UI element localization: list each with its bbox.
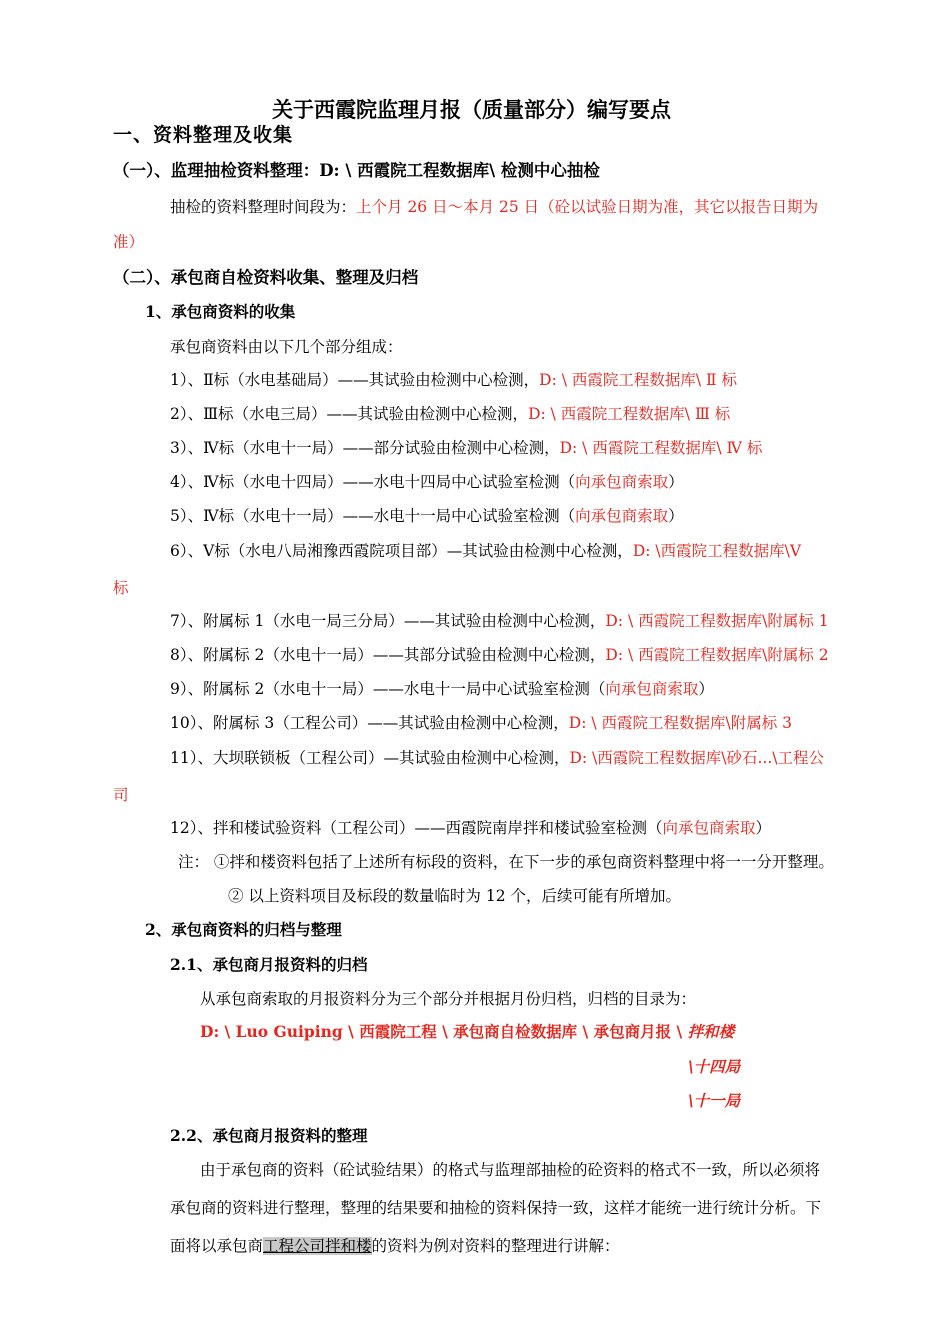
list-item [170,438,762,458]
list-item [170,645,829,665]
subsection-heading-1: （一）、监理抽检资料整理：D: \ 西霞院工程数据库\ 检测中心抽检 [113,161,600,180]
list-item-path: D: \ 西霞院工程数据库\附属标 1 [605,612,829,630]
archive-folder-mixing-plant: 拌和楼 [687,1022,735,1041]
paragraph-text: 的资料为例对资料的整理进行讲解： [371,1237,620,1255]
archive-intro: 从承包商索取的月报资料分为三个部分并根据月份归档，归档的目录为： [200,990,697,1008]
list-item [170,679,714,699]
list-item-path: D: \西霞院工程数据库\砂石...\工程公 [569,749,825,767]
archive-folder-11th-bureau: \十一局 [688,1091,741,1110]
note-1: 注： ①拌和楼资料包括了上述所有标段的资料，在下一步的承包商资料整理中将一一分开整理。 [178,853,834,871]
sub-item-heading-2-2: 2.2、承包商月报资料的整理 [170,1126,368,1145]
list-item [170,611,829,631]
list-item-bracket: ） [698,680,714,698]
list-item-text: 2）、Ⅲ标（水电三局）——其试验由检测中心检测， [170,405,529,423]
list-item-text: 12）、拌和楼试验资料（工程公司）——西霞院南岸拌和楼试验室检测（ [170,819,663,837]
list-item [170,818,771,838]
subsection-heading-2: （二）、承包商自检资料收集、整理及归档 [113,268,419,287]
list-item-text: 1）、Ⅱ标（水电基础局）——其试验由检测中心检测， [170,371,540,389]
paragraph-organize-line-3 [170,1236,620,1256]
list-item-source: 向承包商索取 [575,507,669,525]
list-item-source: 向承包商索取 [605,680,699,698]
list-item-text: 8）、附属标 2（水电十一局）——其部分试验由检测中心检测， [170,646,606,664]
paragraph-organize-line-2: 承包商的资料进行整理，整理的结果要和抽检的资料保持一致，这样才能统一进行统计分析。下 [170,1199,822,1217]
paragraph-organize-line-1: 由于承包商的资料（砼试验结果）的格式与监理部抽检的砼资料的格式不一致，所以必须将 [200,1161,821,1179]
list-item-text: 10）、附属标 3（工程公司）——其试验由检测中心检测， [170,714,569,732]
list-item [170,713,792,733]
list-item-bracket: ） [755,819,772,837]
list-item [170,472,684,492]
list-item-continuation: 司 [113,786,129,804]
list-item-text: 4）、Ⅳ标（水电十四局）——水电十四局中心试验室检测（ [170,473,576,491]
list-item-bracket: ） [668,507,684,525]
item-heading-2: 2、承包商资料的归档与整理 [145,920,342,939]
list-item-text: 6）、Ⅴ标（水电八局湘豫西霞院项目部）—其试验由检测中心检测， [170,542,633,560]
list-item-path: D: \ 西霞院工程数据库\ Ⅲ 标 [528,405,731,423]
list-item-source: 向承包商索取 [662,819,756,837]
intro-text: 承包商资料由以下几个部分组成： [170,338,403,356]
paragraph-continuation: 准） [113,233,145,251]
list-item-path: D: \ 西霞院工程数据库\ Ⅱ 标 [539,371,737,389]
sub-item-heading-2-1: 2.1、承包商月报资料的归档 [170,955,368,974]
list-item-text: 7）、附属标 1（水电一局三分局）——其试验由检测中心检测， [170,612,606,630]
list-item [170,506,684,526]
paragraph-text: 抽检的资料整理时间段为： [170,198,357,216]
item-heading-1: 1、承包商资料的收集 [145,302,296,321]
list-item [170,748,824,768]
list-item-path: D: \ 西霞院工程数据库\附属标 2 [605,646,829,664]
list-item [170,404,730,424]
period-highlight: 上个月 26 日～本月 25 日（砼以试验日期为准，其它以报告日期为 [356,198,819,216]
list-item-source: 向承包商索取 [575,473,669,491]
archive-path [200,1022,734,1042]
list-item-path: D: \ 西霞院工程数据库\附属标 3 [568,714,793,732]
list-item-continuation: 标 [113,579,129,597]
list-item-path: D: \ 西霞院工程数据库\ Ⅳ 标 [559,439,763,457]
highlighted-link-text[interactable]: 工程公司拌和楼 [263,1237,372,1255]
list-item-bracket: ） [668,473,684,491]
list-item [170,541,801,561]
list-item-text: 11）、大坝联锁板（工程公司）—其试验由检测中心检测， [170,749,570,767]
list-item [170,370,737,390]
document-title: 关于西霞院监理月报（质量部分）编写要点 [272,97,671,122]
paragraph-sampling-period [170,197,818,217]
archive-path-text: D: \ Luo Guiping \ 西霞院工程 \ 承包商自检数据库 \ 承包商月报 \ [200,1022,688,1041]
list-item-path: D: \西霞院工程数据库\Ⅴ [632,542,802,560]
section-heading-1: 一、资料整理及收集 [113,124,294,146]
paragraph-text: 面将以承包商 [170,1237,264,1255]
list-item-text: 5）、Ⅳ标（水电十一局）——水电十一局中心试验室检测（ [170,507,576,525]
archive-folder-14th-bureau: \十四局 [688,1057,741,1076]
list-item-text: 9）、附属标 2（水电十一局）——水电十一局中心试验室检测（ [170,680,606,698]
list-item-text: 3）、Ⅳ标（水电十一局）——部分试验由检测中心检测， [170,439,560,457]
note-2: ② 以上资料项目及标段的数量临时为 12 个，后续可能有所增加。 [228,887,682,905]
